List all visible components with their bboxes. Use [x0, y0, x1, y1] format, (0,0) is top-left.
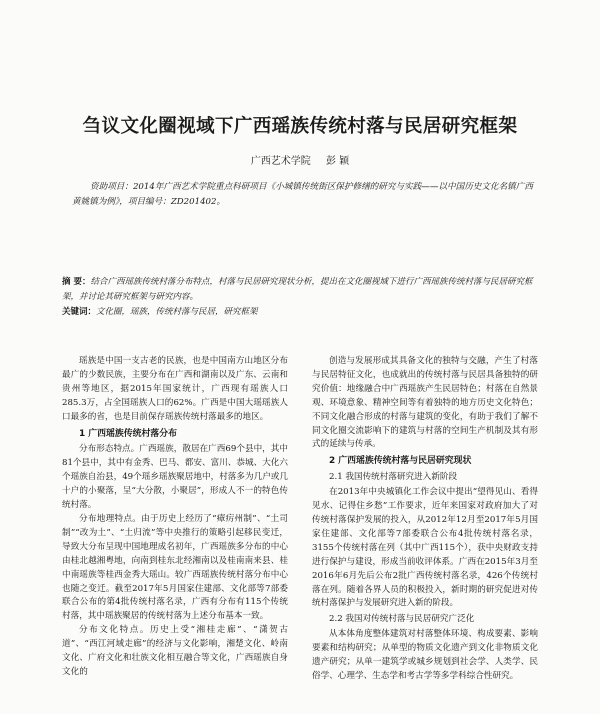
paragraph: 分布文化特点。历史上受“湘桂走廊”、“潇贺古道”、“西江河域走廊”的经济与文化影响，湘楚文化、岭南文化、广府文化和壮族文化相互融合等文化，广西瑶族自身文化的: [62, 625, 288, 677]
paragraph: 在2013年中央城镇化工作会议中提出“望得见山、看得见水、记得住乡愁”工作要求，近年来国家对政府加大了对传统村落保护发展的投入，从2012年12月至2017年5月国家住建部、文化部等7部委联合公布4批传统村落名录，3155个传统村落在列（其中广西115个），获中央财政支持进行保护与建设，形成当前收评体系。广西在2015年3月至2016年6月先后公布2批广西传统村落名录，426个传统村落在列。随着各界人员的积极投入，新时期的研究促进对传统村落保护与发展研究进入新的阶段。: [312, 487, 538, 609]
section-heading: 1 广西瑶族传统村落分布: [79, 428, 178, 439]
author-line: [0, 152, 600, 167]
left-column: [62, 355, 288, 680]
funding-note: 资助项目：2014年广西艺术学院重点科研项目《小城镇传统街区保护修缮的研究与实践——以中国历史文化名镇广西黄姚镇为例》，项目编号：ZD201402。: [72, 182, 533, 207]
paper-title: 刍议文化圈视域下广西瑶族传统村落与民居研究框架: [82, 116, 518, 137]
right-column: [312, 355, 538, 684]
author-affiliation: 广西艺术学院: [250, 156, 311, 167]
keywords-text: 文化圈，瑶族，传统村落与民居，研究框架: [96, 307, 258, 317]
paragraph: 从本体角度整体建筑对村落整体环境、构成要素、影响要素和结构研究；从单型的物质文化遗产到文化非物质文化遗产研究；从单一建筑学或城乡规划到社会学、人类学、民俗学、心理学、生态学和考古学等多学科综合性研究。: [312, 629, 538, 681]
author-name: 彭 颖: [326, 156, 350, 167]
paragraph: 分布地理特点。由于历史上经历了“瘴疠州制”、“土司制”“改为土”、“土归流”等中央推行的策略引起移民变迁，导致大分布呈现中国地理成名初年，广西瑶族多分布的中心由桂北越湘粤地，向南到桂东北经湘南以及桂南南来县、桂中南瑶族等桂西金秀大瑶山。较广西瑶族传统村落分布中心也随之变迁。截至2017年5月国家住建部、文化部等7部委联合公布的第4批传统村落名录，广西有分布有115个传统村落，其中瑶族聚居的传统村落为上述分布基本一致。: [62, 513, 288, 622]
paragraph: 分布形态特点。广西瑶族，散居在广西69个县中，其中81个县中，其中有金秀、巴马、都安、富川、恭城、大化六个瑶族自治县，49个瑶乡瑶族聚居地中，村落多为几户或几十户的小聚落，呈“大分散，小聚居”，形成人不一的特色传统村落。: [62, 444, 288, 511]
abstract: [62, 275, 538, 305]
subsection-heading: 2.1 我国传统村落研究进入新阶段: [329, 472, 458, 483]
keywords: [62, 305, 538, 320]
abstract-label: 摘 要：: [62, 277, 91, 287]
keywords-label: 关键词：: [62, 307, 97, 317]
section-heading: 2 广西瑶族传统村落与民居研究现状: [329, 456, 472, 467]
abstract-text: 结合广西瑶族传统村落分布特点，村落与民居研究现状分析，提出在文化圈视域下进行广西瑶族传统村落与民居研究框架，并讨论其研究框架与研究内容。: [62, 277, 533, 302]
paragraph: 瑶族是中国一支古老的民族，也是中国南方山地区分布最广的少数民族，主要分布在广西和湖南以及广东、云南和贵州等地区，据2015年国家统计，广西现有瑶族人口285.3万，占全国瑶族人口的62%。广西是中国大瑶瑶族人口最多的省，也是目前保存瑶族传统村落最多的地区。: [62, 356, 288, 422]
paragraph: 创造与发展形成其具备文化的独特与交融，产生了村落与民居特征文化，也成就出的传统村落与民居具备独特的研究价值：地缘融合中广西瑶族产生民居特色；村落在自然景观、环境意象、精神空间等有着独特的地方历史文化特色；不同文化融合形成的村落与建筑的变化，有助于我们了解不同文化圈交流影响下的建筑与村落的空间生产机制及其有形式的延续与传承。: [312, 356, 538, 450]
subsection-heading: 2.2 我国对传统村落与民居研究广泛化: [329, 614, 475, 625]
